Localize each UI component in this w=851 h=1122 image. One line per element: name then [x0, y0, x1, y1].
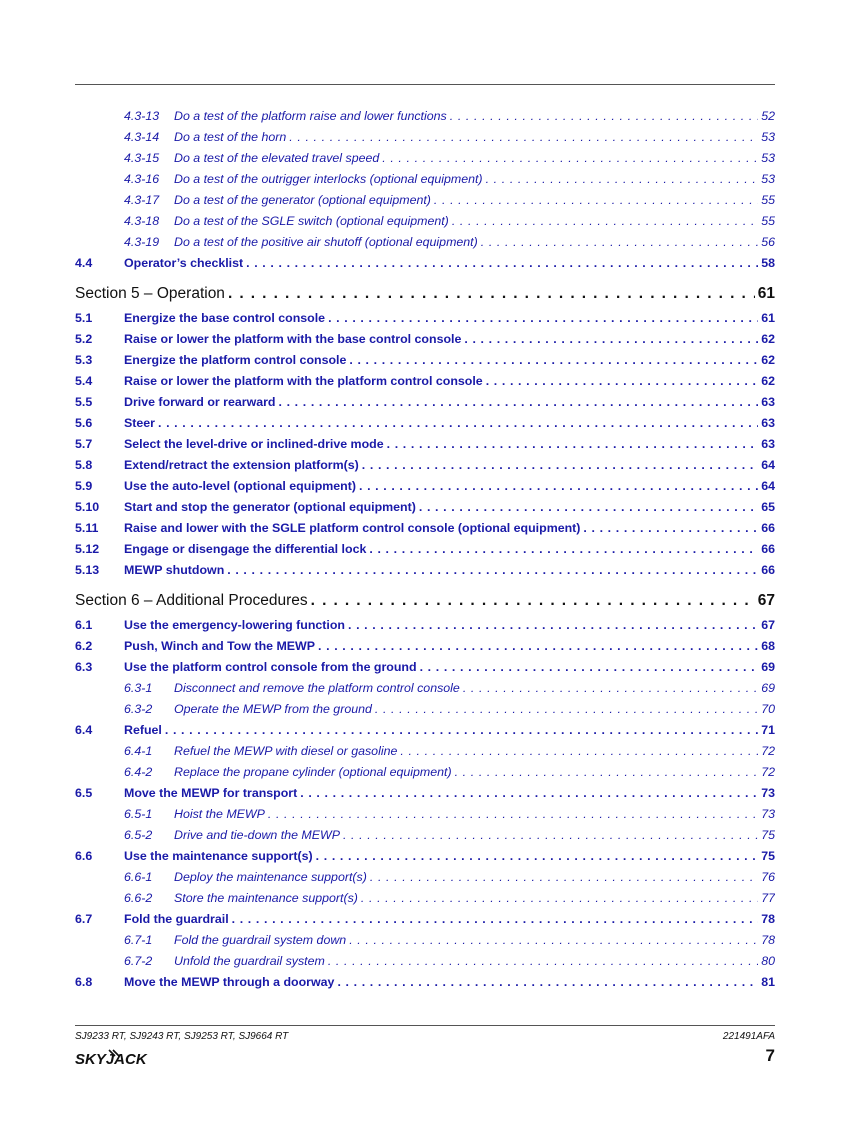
toc-entry-page: 53 — [761, 130, 775, 144]
toc-entry-number: 6.3-1 — [124, 681, 153, 695]
toc-entry-number: 5.9 — [75, 479, 93, 493]
toc-entry-title: Move the MEWP through a doorway — [124, 975, 335, 989]
toc-entry-page: 63 — [761, 395, 775, 409]
footer-document-number: 221491AFA — [722, 1031, 775, 1042]
toc-entry-page: 75 — [761, 849, 775, 863]
toc-entry[interactable] — [75, 720, 775, 741]
toc-leader-dots — [359, 476, 758, 497]
toc-entry-title: Store the maintenance support(s) — [174, 891, 358, 905]
toc-entry-number: 6.4-2 — [124, 765, 153, 779]
toc-leader-dots — [486, 371, 759, 392]
toc-leader-dots — [328, 951, 758, 972]
toc-entry-title: Operator’s checklist — [124, 256, 244, 270]
toc-leader-dots — [481, 232, 758, 253]
toc-entry-page: 64 — [761, 479, 775, 493]
toc-entry-title: Move the MEWP for transport — [124, 786, 298, 800]
toc-entry-number: 6.3 — [75, 660, 93, 674]
table-of-contents — [75, 106, 775, 993]
toc-entry-title: Do a test of the SGLE switch (optional equipment) — [174, 214, 449, 228]
toc-entry-title: Extend/retract the extension platform(s) — [124, 458, 359, 472]
toc-leader-dots — [375, 699, 758, 720]
toc-entry-number: 5.8 — [75, 458, 93, 472]
toc-entry-number: 6.5-1 — [124, 807, 153, 821]
toc-leader-dots — [583, 518, 758, 539]
toc-entry-page: 69 — [761, 681, 775, 695]
toc-entry-number: 6.5 — [75, 786, 93, 800]
toc-entry-title: Raise or lower the platform with the platform control console — [124, 374, 483, 388]
toc-entry-title: Use the emergency-lowering function — [124, 618, 346, 632]
toc-entry-page: 71 — [761, 723, 775, 737]
toc-entry[interactable] — [75, 846, 775, 867]
toc-entry-title: MEWP shutdown — [124, 563, 225, 577]
toc-leader-dots — [343, 825, 758, 846]
toc-entry-number: 6.8 — [75, 975, 93, 989]
toc-entry[interactable] — [75, 232, 775, 253]
toc-entry-title: Steer — [124, 416, 155, 430]
toc-entry-number: 6.5-2 — [124, 828, 153, 842]
toc-entry[interactable] — [75, 476, 775, 497]
toc-entry-page: 58 — [761, 256, 775, 270]
toc-entry-title: Drive and tie-down the MEWP — [174, 828, 340, 842]
toc-entry[interactable] — [75, 909, 775, 930]
toc-entry[interactable] — [75, 804, 775, 825]
toc-entry[interactable] — [75, 539, 775, 560]
toc-entry-title: Fold the guardrail — [124, 912, 229, 926]
toc-entry[interactable] — [75, 211, 775, 232]
toc-entry-title: Push, Winch and Tow the MEWP — [124, 639, 316, 653]
toc-entry-number: 6.6-2 — [124, 891, 153, 905]
toc-entry[interactable] — [75, 350, 775, 371]
toc-entry-page: 69 — [761, 660, 775, 674]
toc-entry-page: 77 — [761, 891, 775, 905]
toc-entry-number: 5.1 — [75, 311, 93, 325]
toc-entry-number: 4.3-15 — [124, 151, 160, 165]
toc-entry-page: 66 — [761, 542, 775, 556]
toc-entry-page: 55 — [761, 214, 775, 228]
toc-entry[interactable] — [75, 127, 775, 148]
toc-leader-dots — [300, 783, 758, 804]
toc-entry[interactable] — [75, 497, 775, 518]
toc-entry[interactable] — [75, 699, 775, 720]
toc-entry[interactable] — [75, 148, 775, 169]
toc-entry-number: 4.3-17 — [124, 193, 160, 207]
toc-entry-number: 4.3-16 — [124, 172, 160, 186]
toc-entry-page: 73 — [761, 786, 775, 800]
skyjack-logo — [75, 1048, 165, 1068]
toc-leader-dots — [434, 190, 758, 211]
toc-entry-number: 6.7 — [75, 912, 93, 926]
toc-entry-number: 5.2 — [75, 332, 93, 346]
toc-leader-dots — [165, 720, 758, 741]
toc-entry-number: 6.3-2 — [124, 702, 153, 716]
toc-entry[interactable] — [75, 951, 775, 972]
toc-entry[interactable] — [75, 930, 775, 951]
toc-entry-page: 64 — [761, 458, 775, 472]
toc-entry-page: 62 — [761, 374, 775, 388]
toc-entry-page: 68 — [761, 639, 775, 653]
toc-entry-number: 6.6-1 — [124, 870, 153, 884]
toc-entry-number: 4.3-13 — [124, 109, 160, 123]
toc-entry-title: Operate the MEWP from the ground — [174, 702, 372, 716]
toc-entry-title: Hoist the MEWP — [174, 807, 265, 821]
header-rule — [75, 84, 775, 85]
toc-entry[interactable] — [75, 253, 775, 274]
toc-entry-page: 78 — [761, 912, 775, 926]
toc-entry-title: Do a test of the positive air shutoff (optional equipment) — [174, 235, 478, 249]
toc-leader-dots — [464, 329, 758, 350]
footer-model-list: SJ9233 RT, SJ9243 RT, SJ9253 RT, SJ9664 RT — [75, 1031, 289, 1042]
toc-entry-number: 6.6 — [75, 849, 93, 863]
toc-leader-dots — [370, 867, 758, 888]
toc-leader-dots — [318, 636, 758, 657]
toc-entry-title: Energize the base control console — [124, 311, 326, 325]
toc-entry-number: 4.3-18 — [124, 214, 160, 228]
toc-entry-page: 63 — [761, 416, 775, 430]
toc-entry-title: Use the platform control console from the ground — [124, 660, 417, 674]
toc-entry-number: 5.12 — [75, 542, 100, 556]
toc-entry-number: 6.4-1 — [124, 744, 153, 758]
toc-leader-dots — [387, 434, 759, 455]
toc-entry-page: 66 — [761, 563, 775, 577]
toc-entry-page: 62 — [761, 332, 775, 346]
toc-entry-page: 63 — [761, 437, 775, 451]
toc-entry[interactable] — [75, 434, 775, 455]
toc-section-heading[interactable] — [75, 587, 775, 615]
toc-entry[interactable] — [75, 741, 775, 762]
toc-entry-page: 53 — [761, 151, 775, 165]
toc-leader-dots — [337, 972, 758, 993]
toc-entry-title: Fold the guardrail system down — [174, 933, 347, 947]
toc-entry-page: 65 — [761, 500, 775, 514]
toc-entry-title: Select the level-drive or inclined-drive mode — [124, 437, 384, 451]
toc-entry[interactable] — [75, 371, 775, 392]
toc-entry-title: Replace the propane cylinder (optional equipment) — [174, 765, 452, 779]
toc-entry-number: 4.3-19 — [124, 235, 160, 249]
toc-leader-dots — [316, 846, 759, 867]
toc-entry-number: 5.3 — [75, 353, 93, 367]
toc-entry-page: 73 — [761, 807, 775, 821]
toc-entry-page: 75 — [761, 828, 775, 842]
toc-leader-dots — [348, 615, 758, 636]
toc-entry[interactable] — [75, 455, 775, 476]
toc-entry-title: Disconnect and remove the platform control console — [174, 681, 460, 695]
toc-entry-title: Section 6 – Additional Procedures — [75, 592, 308, 609]
toc-entry-title: Unfold the guardrail system — [174, 954, 325, 968]
toc-leader-dots — [158, 413, 758, 434]
toc-entry[interactable] — [75, 657, 775, 678]
toc-entry[interactable] — [75, 678, 775, 699]
toc-entry-number: 6.1 — [75, 618, 93, 632]
toc-entry-title: Engage or disengage the differential lock — [124, 542, 367, 556]
toc-entry-title: Refuel — [124, 723, 162, 737]
toc-leader-dots — [382, 148, 758, 169]
toc-entry[interactable] — [75, 169, 775, 190]
toc-leader-dots — [227, 560, 758, 581]
toc-entry-title: Do a test of the horn — [174, 130, 287, 144]
toc-leader-dots — [420, 657, 759, 678]
toc-leader-dots — [311, 587, 755, 615]
toc-entry-page: 56 — [761, 235, 775, 249]
toc-leader-dots — [349, 930, 758, 951]
toc-leader-dots — [361, 888, 758, 909]
toc-entry-title: Start and stop the generator (optional equipment) — [124, 500, 416, 514]
toc-leader-dots — [279, 392, 759, 413]
toc-entry-page: 61 — [757, 285, 775, 302]
toc-entry[interactable] — [75, 867, 775, 888]
toc-entry[interactable] — [75, 329, 775, 350]
toc-leader-dots — [349, 350, 758, 371]
toc-leader-dots — [328, 308, 758, 329]
toc-entry[interactable] — [75, 972, 775, 993]
toc-entry-page: 72 — [761, 744, 775, 758]
toc-leader-dots — [232, 909, 759, 930]
toc-leader-dots — [400, 741, 758, 762]
toc-entry-number: 5.11 — [75, 521, 99, 535]
toc-entry-title: Do a test of the outrigger interlocks (optional equipment) — [174, 172, 483, 186]
toc-entry-title: Raise and lower with the SGLE platform control console (optional equipment) — [124, 521, 581, 535]
toc-entry-page: 53 — [761, 172, 775, 186]
toc-entry[interactable] — [75, 308, 775, 329]
toc-entry-number: 5.6 — [75, 416, 93, 430]
toc-entry[interactable] — [75, 615, 775, 636]
toc-entry-title: Energize the platform control console — [124, 353, 347, 367]
toc-leader-dots — [228, 280, 755, 308]
toc-section-heading[interactable] — [75, 280, 775, 308]
toc-leader-dots — [486, 169, 759, 190]
toc-leader-dots — [463, 678, 758, 699]
toc-entry-number: 4.4 — [75, 256, 93, 270]
toc-leader-dots — [419, 497, 758, 518]
toc-entry-page: 67 — [757, 592, 775, 609]
skyjack-logo-text: SKYJACK — [75, 1051, 147, 1068]
toc-entry-page: 81 — [761, 975, 775, 989]
toc-entry-page: 80 — [761, 954, 775, 968]
toc-entry[interactable] — [75, 888, 775, 909]
toc-leader-dots — [289, 127, 758, 148]
toc-entry-number: 5.10 — [75, 500, 100, 514]
toc-leader-dots — [246, 253, 758, 274]
toc-entry-page: 72 — [761, 765, 775, 779]
toc-entry-number: 6.7-2 — [124, 954, 153, 968]
toc-entry[interactable] — [75, 190, 775, 211]
toc-leader-dots — [369, 539, 758, 560]
toc-entry-title: Drive forward or rearward — [124, 395, 276, 409]
toc-entry-title: Refuel the MEWP with diesel or gasoline — [174, 744, 398, 758]
toc-leader-dots — [362, 455, 758, 476]
toc-leader-dots — [452, 211, 758, 232]
toc-entry[interactable] — [75, 518, 775, 539]
toc-entry-number: 6.2 — [75, 639, 93, 653]
toc-entry-number: 5.4 — [75, 374, 93, 388]
page-number: 7 — [765, 1046, 775, 1065]
toc-entry-title: Section 5 – Operation — [75, 285, 225, 302]
toc-entry-page: 76 — [761, 870, 775, 884]
toc-entry[interactable] — [75, 825, 775, 846]
toc-entry-page: 55 — [761, 193, 775, 207]
toc-entry-number: 5.13 — [75, 563, 100, 577]
toc-entry[interactable] — [75, 636, 775, 657]
toc-entry-title: Deploy the maintenance support(s) — [174, 870, 367, 884]
footer-rule — [75, 1025, 775, 1026]
toc-entry-title: Do a test of the generator (optional equipment) — [174, 193, 431, 207]
toc-entry-title: Use the auto-level (optional equipment) — [124, 479, 356, 493]
toc-entry-page: 62 — [761, 353, 775, 367]
toc-entry[interactable] — [75, 762, 775, 783]
toc-entry-number: 5.5 — [75, 395, 93, 409]
toc-entry[interactable] — [75, 783, 775, 804]
toc-entry-number: 4.3-14 — [124, 130, 160, 144]
toc-entry-title: Use the maintenance support(s) — [124, 849, 313, 863]
toc-entry-number: 6.4 — [75, 723, 93, 737]
toc-entry-page: 66 — [761, 521, 775, 535]
toc-leader-dots — [268, 804, 758, 825]
toc-entry-page: 67 — [761, 618, 775, 632]
toc-entry[interactable] — [75, 560, 775, 581]
toc-entry-title: Raise or lower the platform with the base control console — [124, 332, 462, 346]
toc-entry-page: 78 — [761, 933, 775, 947]
toc-entry-page: 70 — [761, 702, 775, 716]
toc-entry-title: Do a test of the platform raise and lower functions — [174, 109, 447, 123]
toc-entry-page: 52 — [761, 109, 775, 123]
toc-leader-dots — [450, 106, 758, 127]
toc-entry[interactable] — [75, 392, 775, 413]
toc-entry-page: 61 — [761, 311, 775, 325]
toc-entry[interactable] — [75, 413, 775, 434]
toc-entry-number: 5.7 — [75, 437, 93, 451]
toc-entry-title: Do a test of the elevated travel speed — [174, 151, 380, 165]
toc-entry-number: 6.7-1 — [124, 933, 153, 947]
toc-entry[interactable] — [75, 106, 775, 127]
toc-leader-dots — [455, 762, 759, 783]
